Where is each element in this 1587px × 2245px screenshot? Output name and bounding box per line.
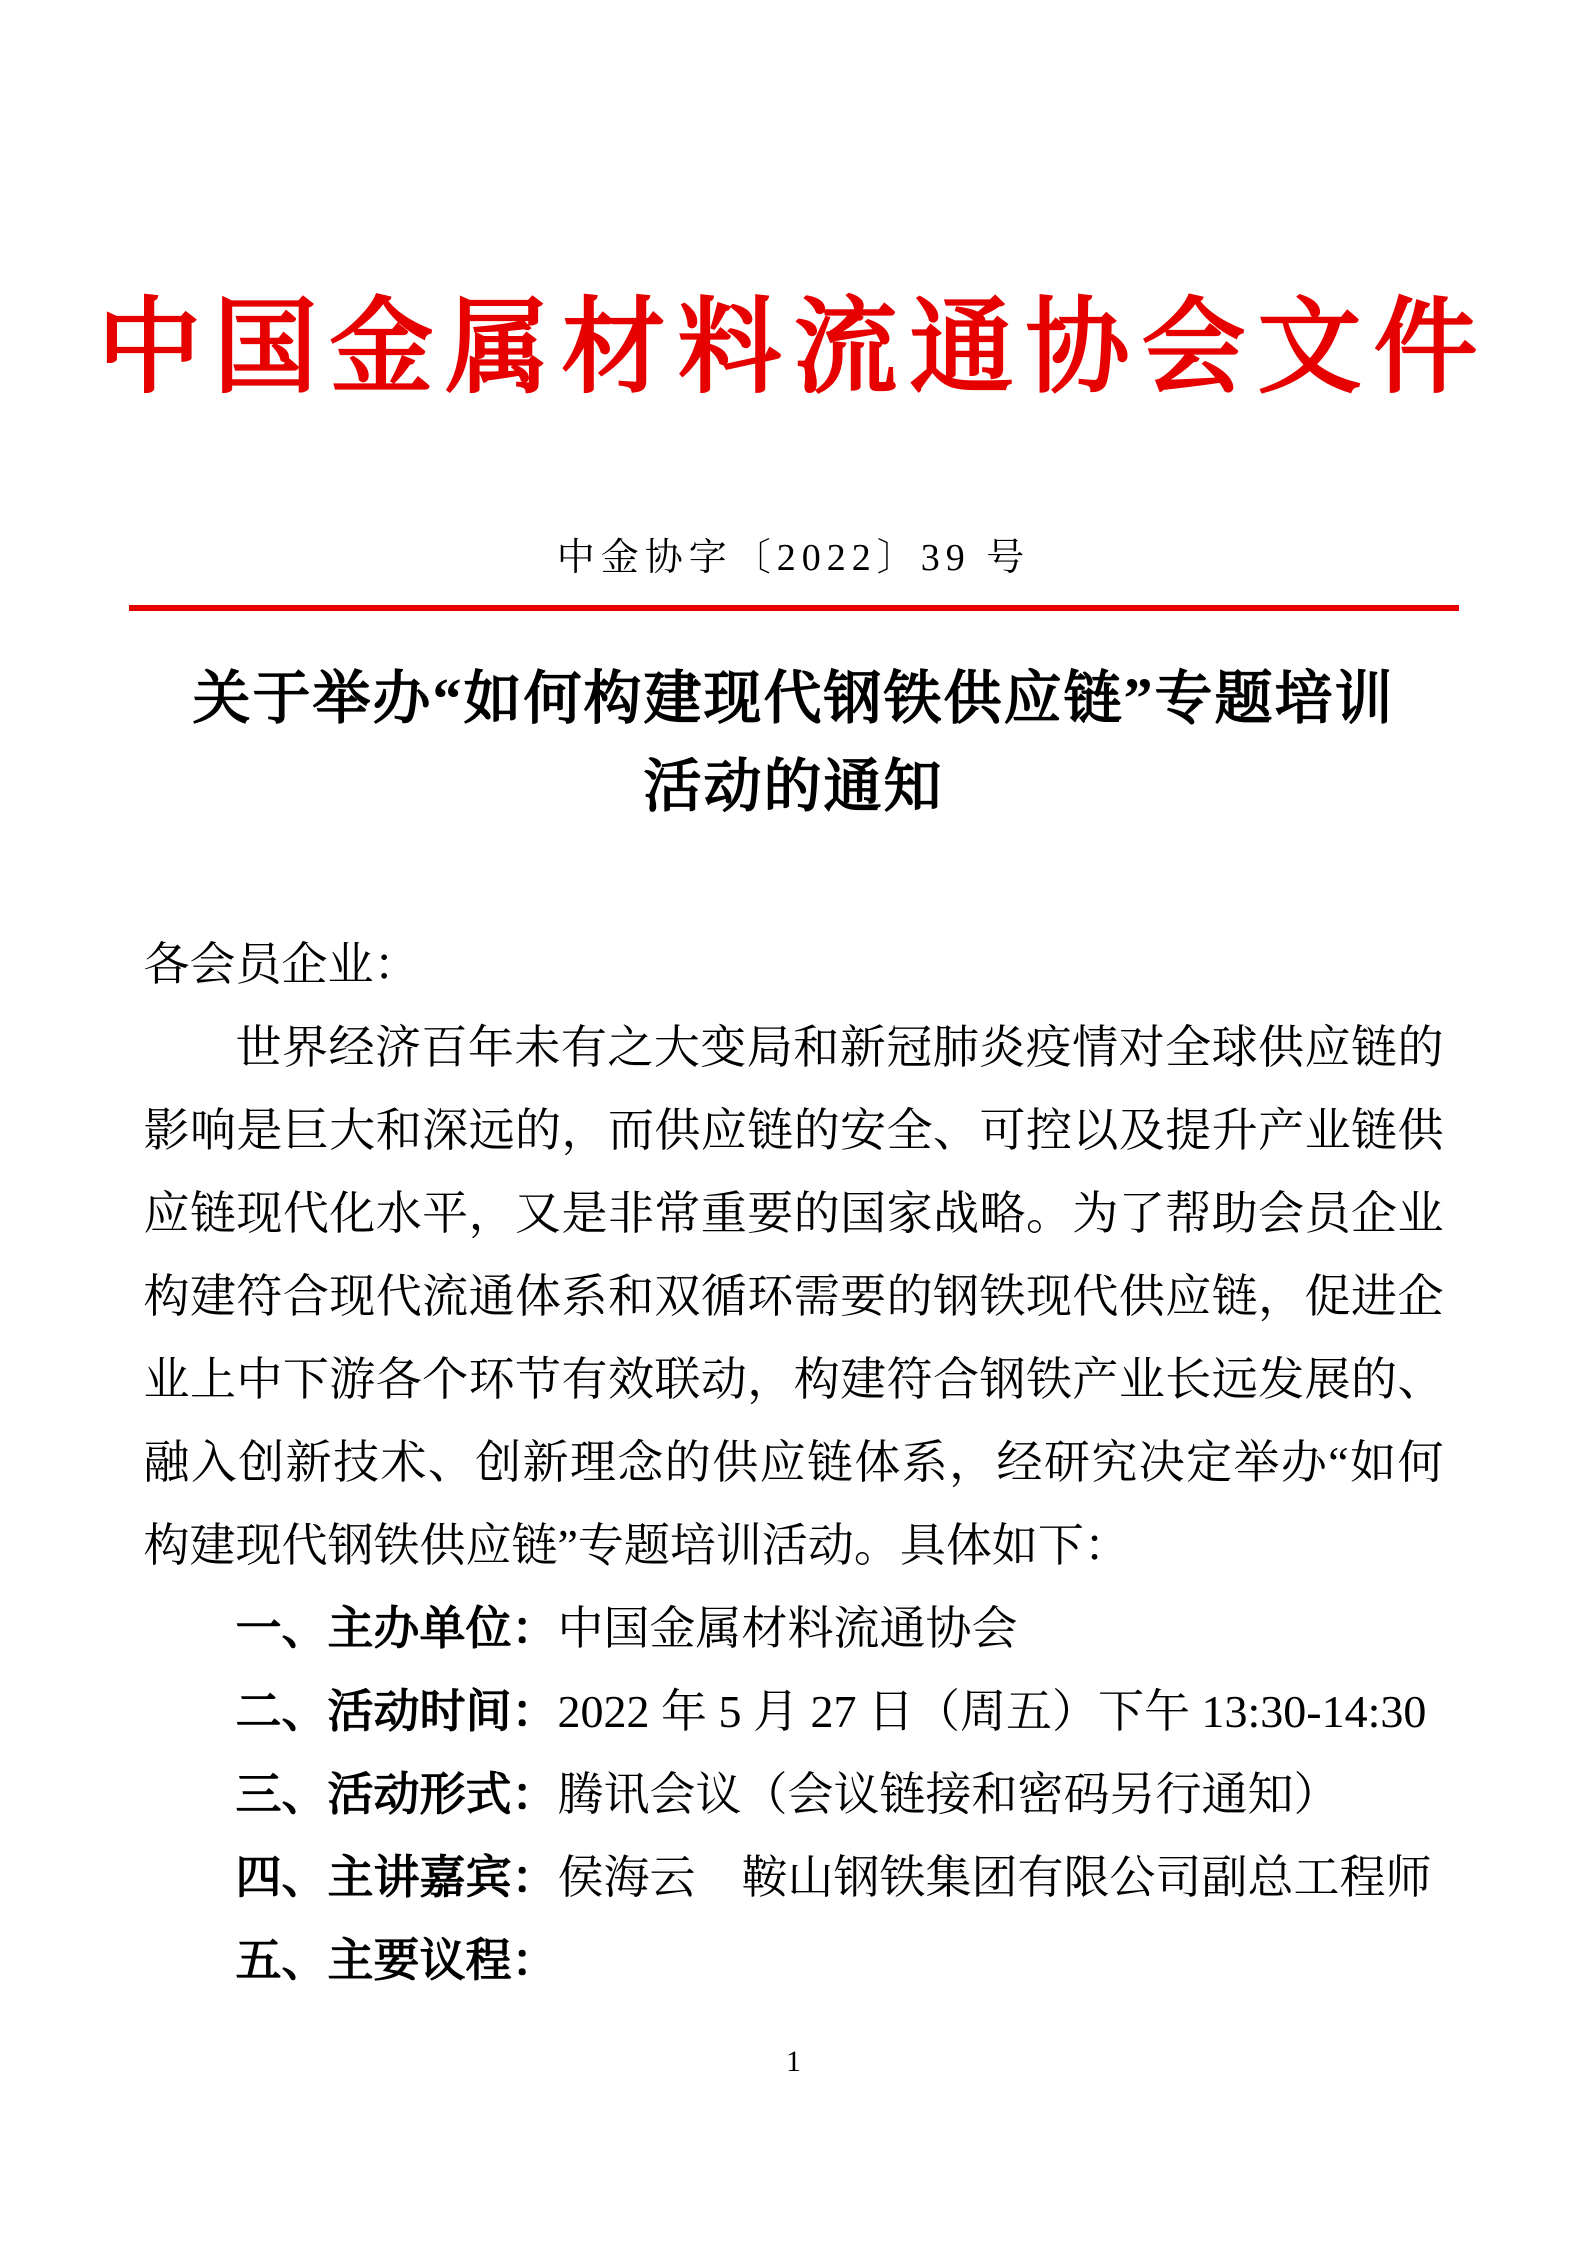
list-item-time-content: 2022 年 5 月 27 日（周五）下午 13:30-14:30 bbox=[557, 1686, 1427, 1737]
doc-title bbox=[0, 655, 1587, 831]
list-item-organizer-label: 一、主办单位： bbox=[235, 1603, 558, 1654]
doc-title-line2: 活动的通知 bbox=[643, 754, 944, 819]
list-item-time-label: 二、活动时间： bbox=[235, 1686, 558, 1737]
list-item-speaker bbox=[144, 1836, 1444, 1919]
list-item-format bbox=[144, 1753, 1444, 1836]
list-item-time bbox=[144, 1670, 1444, 1753]
list-item-organizer bbox=[144, 1587, 1444, 1670]
list-item-format-label: 三、活动形式： bbox=[235, 1769, 558, 1820]
salutation: 各会员企业： bbox=[143, 939, 420, 990]
org-title: 中国金属材料流通协会文件 bbox=[97, 291, 1490, 406]
red-divider-rule bbox=[129, 605, 1459, 611]
letterhead bbox=[0, 0, 1587, 611]
list-item-speaker-label: 四、主讲嘉宾： bbox=[235, 1852, 558, 1903]
list-item-speaker-content: 侯海云 鞍山钢铁集团有限公司副总工程师 bbox=[557, 1852, 1432, 1903]
list-item-organizer-content: 中国金属材料流通协会 bbox=[557, 1603, 1018, 1654]
list-item-format-content: 腾讯会议（会议链接和密码另行通知） bbox=[557, 1769, 1340, 1820]
list-item-agenda-label: 五、主要议程： bbox=[235, 1935, 558, 1986]
doc-title-line1: 关于举办“如何构建现代钢铁供应链”专题培训 bbox=[192, 666, 1395, 731]
doc-body bbox=[144, 923, 1444, 2002]
page-number: 1 bbox=[786, 2045, 801, 2078]
intro-paragraph: 世界经济百年未有之大变局和新冠肺炎疫情对全球供应链的影响是巨大和深远的，而供应链的安全、可控以及提升产业链供应链现代化水平，又是非常重要的国家战略。为了帮助会员企业构建符合现代流通体系和双循环需要的钢铁现代供应链，促进企业上中下游各个环节有效联动，构建符合钢铁产业长远发展的、融入创新技术、创新理念的供应链体系，经研究决定举办“如何构建现代钢铁供应链”专题培训活动。具体如下： bbox=[143, 1022, 1444, 1571]
doc-number: 中金协字〔2022〕39 号 bbox=[556, 537, 1031, 579]
list-item-agenda bbox=[144, 1919, 1444, 2002]
